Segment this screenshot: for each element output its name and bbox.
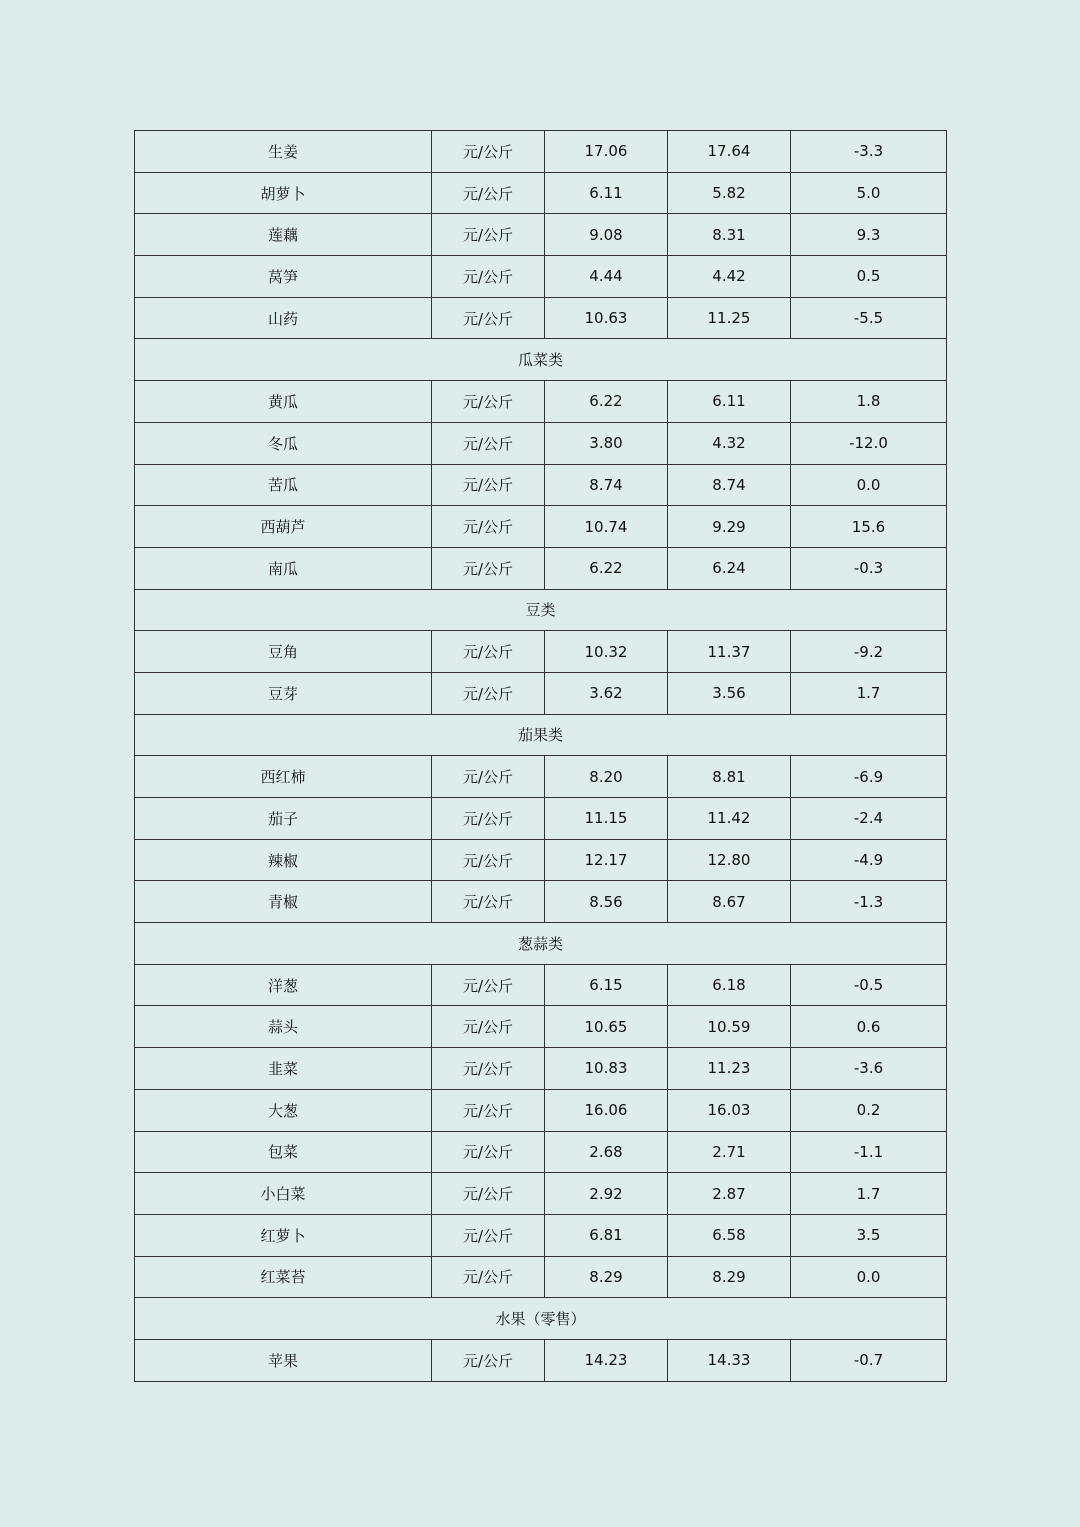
- change-percent-cell: -3.6: [791, 1048, 947, 1090]
- unit-cell: 元/公斤: [432, 506, 545, 548]
- previous-price-cell: 9.29: [668, 506, 791, 548]
- unit-cell: 元/公斤: [432, 881, 545, 923]
- table-row: [135, 881, 947, 923]
- category-row: [135, 1298, 947, 1340]
- current-price-cell: 6.22: [545, 381, 668, 423]
- table-row: [135, 1048, 947, 1090]
- previous-price-cell: 8.29: [668, 1256, 791, 1298]
- change-percent-cell: 0.6: [791, 1006, 947, 1048]
- current-price-cell: 11.15: [545, 798, 668, 840]
- item-name-cell: 大葱: [135, 1089, 432, 1131]
- unit-cell: 元/公斤: [432, 1006, 545, 1048]
- unit-cell: 元/公斤: [432, 1339, 545, 1381]
- item-name-cell: 韭菜: [135, 1048, 432, 1090]
- current-price-cell: 6.15: [545, 964, 668, 1006]
- previous-price-cell: 4.42: [668, 256, 791, 298]
- previous-price-cell: 5.82: [668, 172, 791, 214]
- previous-price-cell: 6.58: [668, 1214, 791, 1256]
- table-row: [135, 297, 947, 339]
- change-percent-cell: 0.0: [791, 464, 947, 506]
- previous-price-cell: 3.56: [668, 672, 791, 714]
- item-name-cell: 黄瓜: [135, 381, 432, 423]
- previous-price-cell: 11.23: [668, 1048, 791, 1090]
- current-price-cell: 4.44: [545, 256, 668, 298]
- unit-cell: 元/公斤: [432, 131, 545, 173]
- unit-cell: 元/公斤: [432, 839, 545, 881]
- table-row: [135, 672, 947, 714]
- item-name-cell: 豆角: [135, 631, 432, 673]
- table-row: [135, 547, 947, 589]
- item-name-cell: 胡萝卜: [135, 172, 432, 214]
- item-name-cell: 洋葱: [135, 964, 432, 1006]
- item-name-cell: 苦瓜: [135, 464, 432, 506]
- change-percent-cell: 15.6: [791, 506, 947, 548]
- item-name-cell: 青椒: [135, 881, 432, 923]
- current-price-cell: 6.11: [545, 172, 668, 214]
- unit-cell: 元/公斤: [432, 464, 545, 506]
- category-label: 豆类: [135, 589, 947, 631]
- change-percent-cell: -6.9: [791, 756, 947, 798]
- change-percent-cell: 9.3: [791, 214, 947, 256]
- item-name-cell: 豆芽: [135, 672, 432, 714]
- table-row: [135, 1256, 947, 1298]
- table-row: [135, 1089, 947, 1131]
- change-percent-cell: -0.7: [791, 1339, 947, 1381]
- current-price-cell: 6.22: [545, 547, 668, 589]
- previous-price-cell: 11.42: [668, 798, 791, 840]
- table-row: [135, 256, 947, 298]
- table-row: [135, 798, 947, 840]
- previous-price-cell: 6.24: [668, 547, 791, 589]
- previous-price-cell: 2.71: [668, 1131, 791, 1173]
- table-row: [135, 839, 947, 881]
- change-percent-cell: 0.5: [791, 256, 947, 298]
- item-name-cell: 西红柿: [135, 756, 432, 798]
- unit-cell: 元/公斤: [432, 756, 545, 798]
- change-percent-cell: 5.0: [791, 172, 947, 214]
- category-label: 水果（零售）: [135, 1298, 947, 1340]
- item-name-cell: 冬瓜: [135, 422, 432, 464]
- previous-price-cell: 16.03: [668, 1089, 791, 1131]
- change-percent-cell: 3.5: [791, 1214, 947, 1256]
- change-percent-cell: -2.4: [791, 798, 947, 840]
- previous-price-cell: 12.80: [668, 839, 791, 881]
- unit-cell: 元/公斤: [432, 547, 545, 589]
- item-name-cell: 红萝卜: [135, 1214, 432, 1256]
- unit-cell: 元/公斤: [432, 798, 545, 840]
- current-price-cell: 16.06: [545, 1089, 668, 1131]
- previous-price-cell: 6.18: [668, 964, 791, 1006]
- current-price-cell: 17.06: [545, 131, 668, 173]
- change-percent-cell: -4.9: [791, 839, 947, 881]
- category-label: 茄果类: [135, 714, 947, 756]
- unit-cell: 元/公斤: [432, 422, 545, 464]
- previous-price-cell: 4.32: [668, 422, 791, 464]
- current-price-cell: 2.92: [545, 1173, 668, 1215]
- change-percent-cell: -9.2: [791, 631, 947, 673]
- change-percent-cell: 0.0: [791, 1256, 947, 1298]
- previous-price-cell: 8.31: [668, 214, 791, 256]
- unit-cell: 元/公斤: [432, 1089, 545, 1131]
- unit-cell: 元/公斤: [432, 631, 545, 673]
- unit-cell: 元/公斤: [432, 1173, 545, 1215]
- unit-cell: 元/公斤: [432, 1214, 545, 1256]
- change-percent-cell: 0.2: [791, 1089, 947, 1131]
- current-price-cell: 8.74: [545, 464, 668, 506]
- table-row: [135, 172, 947, 214]
- table-row: [135, 131, 947, 173]
- item-name-cell: 生姜: [135, 131, 432, 173]
- unit-cell: 元/公斤: [432, 214, 545, 256]
- current-price-cell: 12.17: [545, 839, 668, 881]
- previous-price-cell: 8.74: [668, 464, 791, 506]
- table-row: [135, 1214, 947, 1256]
- unit-cell: 元/公斤: [432, 964, 545, 1006]
- current-price-cell: 14.23: [545, 1339, 668, 1381]
- change-percent-cell: -0.5: [791, 964, 947, 1006]
- table-row: [135, 631, 947, 673]
- item-name-cell: 茄子: [135, 798, 432, 840]
- previous-price-cell: 11.25: [668, 297, 791, 339]
- table-row: [135, 1173, 947, 1215]
- previous-price-cell: 8.81: [668, 756, 791, 798]
- current-price-cell: 10.63: [545, 297, 668, 339]
- item-name-cell: 南瓜: [135, 547, 432, 589]
- category-row: [135, 923, 947, 965]
- table-row: [135, 464, 947, 506]
- table-row: [135, 1131, 947, 1173]
- current-price-cell: 10.32: [545, 631, 668, 673]
- item-name-cell: 辣椒: [135, 839, 432, 881]
- table-row: [135, 506, 947, 548]
- item-name-cell: 包菜: [135, 1131, 432, 1173]
- change-percent-cell: -0.3: [791, 547, 947, 589]
- category-row: [135, 339, 947, 381]
- item-name-cell: 莴笋: [135, 256, 432, 298]
- previous-price-cell: 11.37: [668, 631, 791, 673]
- current-price-cell: 8.20: [545, 756, 668, 798]
- table-row: [135, 1006, 947, 1048]
- current-price-cell: 8.29: [545, 1256, 668, 1298]
- unit-cell: 元/公斤: [432, 1131, 545, 1173]
- item-name-cell: 蒜头: [135, 1006, 432, 1048]
- change-percent-cell: 1.8: [791, 381, 947, 423]
- item-name-cell: 山药: [135, 297, 432, 339]
- change-percent-cell: -1.1: [791, 1131, 947, 1173]
- item-name-cell: 莲藕: [135, 214, 432, 256]
- change-percent-cell: -5.5: [791, 297, 947, 339]
- change-percent-cell: 1.7: [791, 672, 947, 714]
- price-table-body: [135, 131, 947, 1382]
- category-label: 葱蒜类: [135, 923, 947, 965]
- unit-cell: 元/公斤: [432, 1048, 545, 1090]
- unit-cell: 元/公斤: [432, 172, 545, 214]
- current-price-cell: 2.68: [545, 1131, 668, 1173]
- current-price-cell: 9.08: [545, 214, 668, 256]
- current-price-cell: 3.80: [545, 422, 668, 464]
- item-name-cell: 西葫芦: [135, 506, 432, 548]
- item-name-cell: 小白菜: [135, 1173, 432, 1215]
- unit-cell: 元/公斤: [432, 381, 545, 423]
- table-row: [135, 422, 947, 464]
- table-row: [135, 381, 947, 423]
- category-row: [135, 714, 947, 756]
- table-row: [135, 756, 947, 798]
- price-table: [134, 130, 947, 1382]
- change-percent-cell: -3.3: [791, 131, 947, 173]
- previous-price-cell: 14.33: [668, 1339, 791, 1381]
- item-name-cell: 红菜苔: [135, 1256, 432, 1298]
- current-price-cell: 3.62: [545, 672, 668, 714]
- change-percent-cell: -12.0: [791, 422, 947, 464]
- previous-price-cell: 2.87: [668, 1173, 791, 1215]
- table-row: [135, 214, 947, 256]
- current-price-cell: 10.83: [545, 1048, 668, 1090]
- previous-price-cell: 10.59: [668, 1006, 791, 1048]
- previous-price-cell: 17.64: [668, 131, 791, 173]
- category-label: 瓜菜类: [135, 339, 947, 381]
- category-row: [135, 589, 947, 631]
- previous-price-cell: 6.11: [668, 381, 791, 423]
- unit-cell: 元/公斤: [432, 297, 545, 339]
- unit-cell: 元/公斤: [432, 256, 545, 298]
- table-row: [135, 964, 947, 1006]
- previous-price-cell: 8.67: [668, 881, 791, 923]
- table-row: [135, 1339, 947, 1381]
- change-percent-cell: 1.7: [791, 1173, 947, 1215]
- current-price-cell: 8.56: [545, 881, 668, 923]
- unit-cell: 元/公斤: [432, 672, 545, 714]
- current-price-cell: 6.81: [545, 1214, 668, 1256]
- unit-cell: 元/公斤: [432, 1256, 545, 1298]
- item-name-cell: 苹果: [135, 1339, 432, 1381]
- current-price-cell: 10.74: [545, 506, 668, 548]
- current-price-cell: 10.65: [545, 1006, 668, 1048]
- change-percent-cell: -1.3: [791, 881, 947, 923]
